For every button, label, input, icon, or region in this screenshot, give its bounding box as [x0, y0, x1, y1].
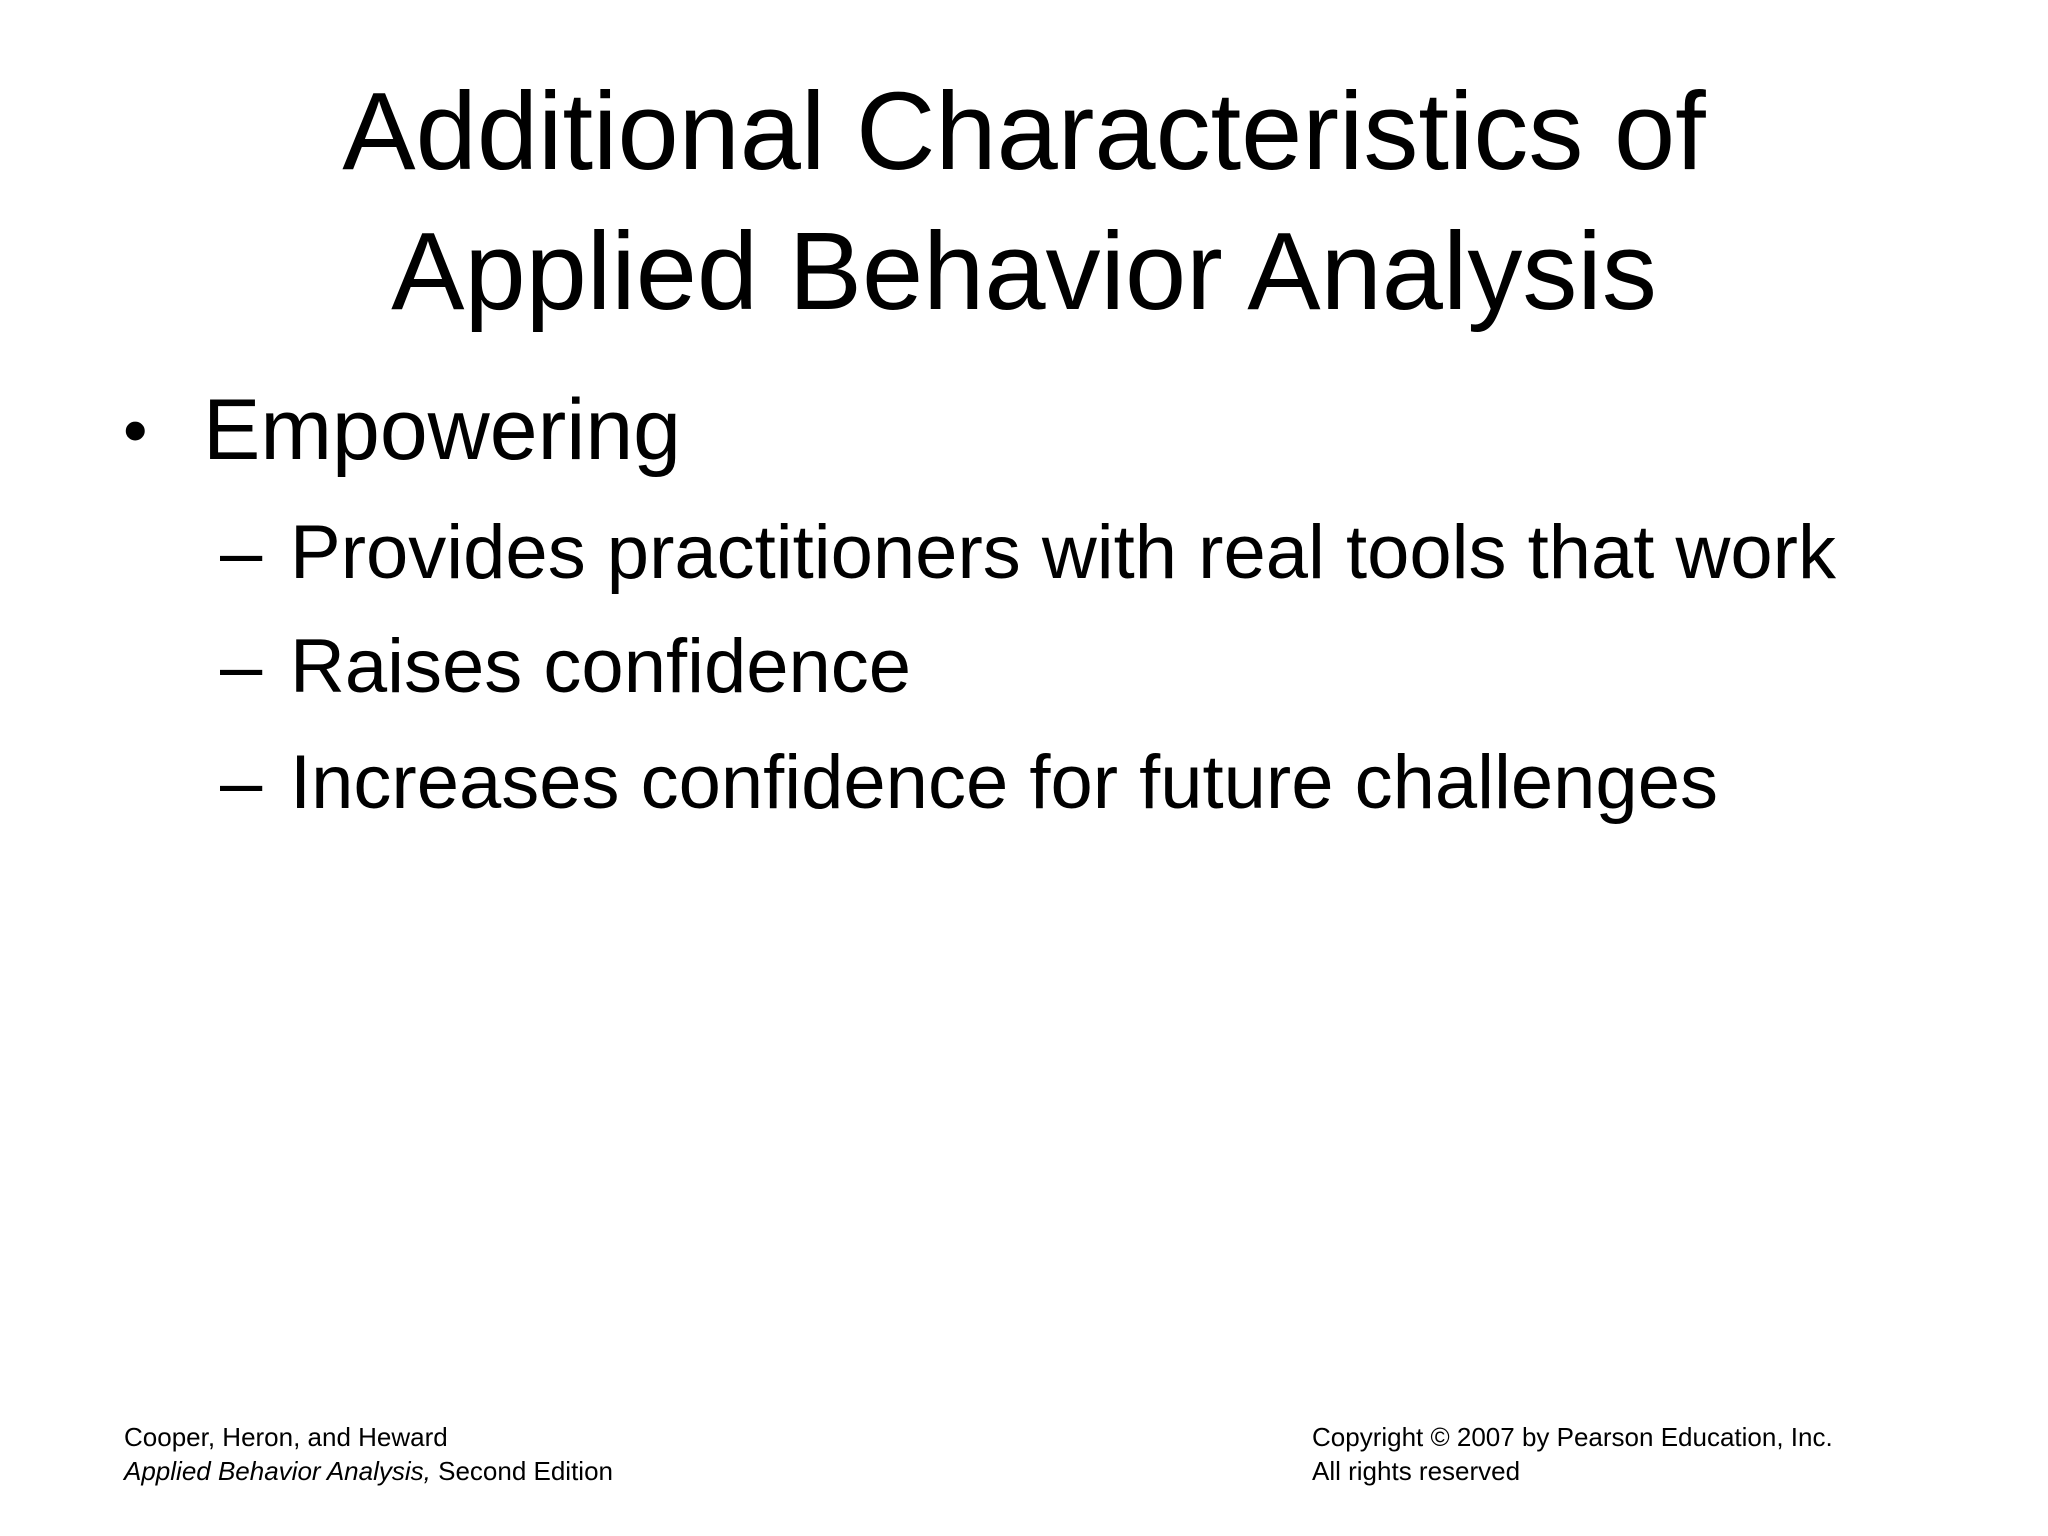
- footer-book-title-italic: Applied Behavior Analysis,: [124, 1456, 431, 1486]
- bullet-marker: •: [123, 391, 148, 469]
- sub-bullet-dash: –: [220, 740, 263, 825]
- sub-bullet-item: [220, 738, 1718, 828]
- footer-rights-line: All rights reserved: [1312, 1456, 1521, 1486]
- footer-copyright: [1312, 1420, 1833, 1488]
- sub-bullet-text: Provides practitioners with real tools that work: [290, 510, 1836, 595]
- footer-authors: Cooper, Heron, and Heward: [124, 1422, 448, 1452]
- footer-copyright-line: Copyright © 2007 by Pearson Education, Inc.: [1312, 1422, 1833, 1452]
- bullet-item-empowering: [123, 380, 681, 480]
- slide-title-line-1: Additional Characteristics of: [342, 70, 1706, 193]
- sub-bullet-text: Raises confidence: [290, 624, 912, 709]
- sub-bullet-text: Increases confidence for future challenges: [290, 740, 1718, 825]
- footer-book-title: [124, 1454, 613, 1488]
- bullet-text: Empowering: [203, 382, 681, 478]
- sub-bullet-dash: –: [220, 624, 263, 709]
- slide-title-line-2: Applied Behavior Analysis: [391, 210, 1657, 333]
- footer-book-edition: Second Edition: [430, 1456, 614, 1486]
- sub-bullet-item: [220, 622, 911, 712]
- footer-citation: [124, 1420, 613, 1488]
- slide-title: [0, 62, 2048, 342]
- sub-bullet-item: [220, 508, 1836, 598]
- sub-bullet-dash: –: [220, 510, 263, 595]
